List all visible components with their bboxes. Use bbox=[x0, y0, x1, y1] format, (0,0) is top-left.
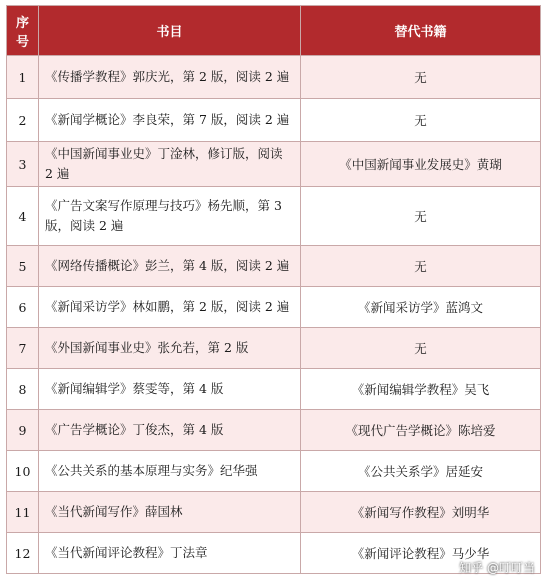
row-alternative-book: 《新闻采访学》蓝鸿文 bbox=[301, 287, 541, 328]
row-number: 11 bbox=[7, 492, 39, 533]
header-row bbox=[7, 6, 541, 56]
row-number: 5 bbox=[7, 246, 39, 287]
row-alternative-book: 《公共关系学》居延安 bbox=[301, 451, 541, 492]
table-row bbox=[7, 492, 541, 533]
row-alternative-book: 无 bbox=[301, 187, 541, 246]
row-book-title: 《新闻学概论》李良荣，第 7 版，阅读 2 遍 bbox=[39, 99, 301, 142]
row-alternative-book: 无 bbox=[301, 246, 541, 287]
row-number: 8 bbox=[7, 369, 39, 410]
row-number: 12 bbox=[7, 533, 39, 574]
row-alternative-book: 《新闻写作教程》刘明华 bbox=[301, 492, 541, 533]
row-book-title: 《广告文案写作原理与技巧》杨先顺，第 3 版，阅读 2 遍 bbox=[39, 187, 301, 246]
row-book-title: 《网络传播概论》彭兰，第 4 版，阅读 2 遍 bbox=[39, 246, 301, 287]
table-row bbox=[7, 369, 541, 410]
row-alternative-book: 《新闻编辑学教程》吴飞 bbox=[301, 369, 541, 410]
table-row bbox=[7, 56, 541, 99]
row-alternative-book: 无 bbox=[301, 328, 541, 369]
table-row bbox=[7, 451, 541, 492]
row-number: 1 bbox=[7, 56, 39, 99]
book-list-table bbox=[6, 5, 541, 574]
row-number: 10 bbox=[7, 451, 39, 492]
header-book-title: 书目 bbox=[39, 6, 301, 56]
table-row bbox=[7, 142, 541, 187]
header-alternative-book: 替代书籍 bbox=[301, 6, 541, 56]
table-row bbox=[7, 287, 541, 328]
row-alternative-book: 无 bbox=[301, 56, 541, 99]
table-row bbox=[7, 328, 541, 369]
row-book-title: 《传播学教程》郭庆光，第 2 版，阅读 2 遍 bbox=[39, 56, 301, 99]
table-row bbox=[7, 246, 541, 287]
row-number: 3 bbox=[7, 142, 39, 187]
row-book-title: 《新闻编辑学》蔡雯等，第 4 版 bbox=[39, 369, 301, 410]
table-row bbox=[7, 410, 541, 451]
row-number: 2 bbox=[7, 99, 39, 142]
row-book-title: 《外国新闻事业史》张允若，第 2 版 bbox=[39, 328, 301, 369]
row-number: 7 bbox=[7, 328, 39, 369]
row-number: 6 bbox=[7, 287, 39, 328]
row-book-title: 《新闻采访学》林如鹏，第 2 版，阅读 2 遍 bbox=[39, 287, 301, 328]
row-alternative-book: 《现代广告学概论》陈培爱 bbox=[301, 410, 541, 451]
header-number: 序号 bbox=[7, 6, 39, 56]
row-book-title: 《公共关系的基本原理与实务》纪华强 bbox=[39, 451, 301, 492]
watermark: 知乎 @叮叮当 bbox=[459, 561, 535, 575]
row-book-title: 《广告学概论》丁俊杰，第 4 版 bbox=[39, 410, 301, 451]
row-book-title: 《当代新闻写作》薛国林 bbox=[39, 492, 301, 533]
row-book-title: 《当代新闻评论教程》丁法章 bbox=[39, 533, 301, 574]
row-alternative-book: 《中国新闻事业发展史》黄瑚 bbox=[301, 142, 541, 187]
row-alternative-book: 无 bbox=[301, 99, 541, 142]
row-book-title: 《中国新闻事业史》丁淦林，修订版，阅读 2 遍 bbox=[39, 142, 301, 187]
table-row bbox=[7, 187, 541, 246]
row-number: 4 bbox=[7, 187, 39, 246]
row-number: 9 bbox=[7, 410, 39, 451]
table-row bbox=[7, 99, 541, 142]
row-alternative-book: 《新闻评论教程》马少华 bbox=[301, 533, 541, 574]
